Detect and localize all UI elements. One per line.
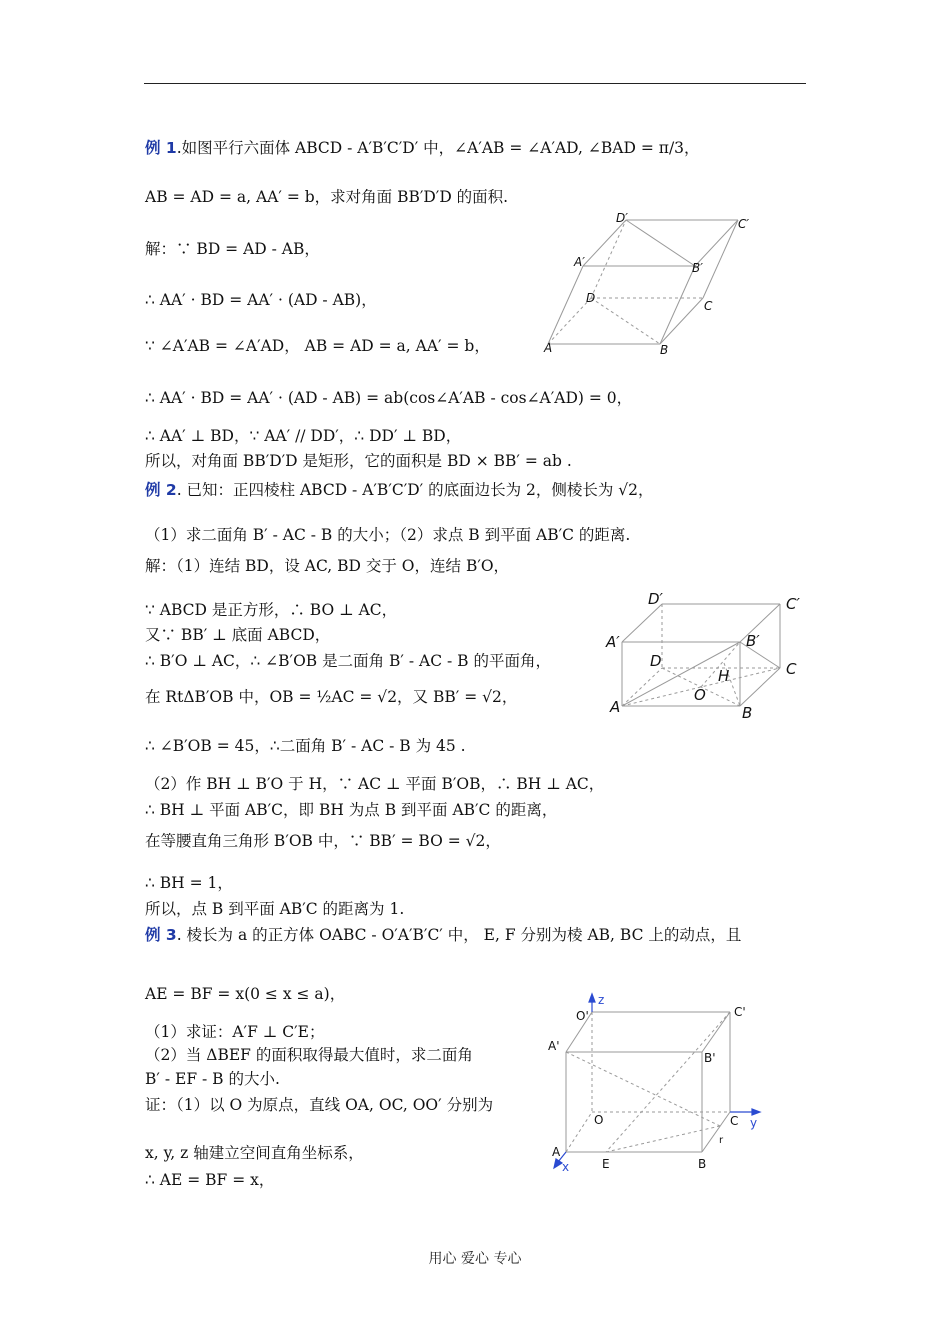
ex3-line-7: x, y, z 轴建立空间直角坐标系， (145, 1144, 364, 1162)
ex1-line-6: ∴ AA′ · BD = AA′ · (AD - AB) = ab(cos∠A′AB - cos∠A′AD) = 0， (145, 389, 633, 407)
header-rule (144, 83, 806, 84)
fig2-label-b1: B′ (746, 632, 760, 650)
fig3-label-c: C (730, 1114, 739, 1128)
fig3-label-o: O (594, 1113, 604, 1127)
fig3-label-y: y (750, 1116, 758, 1130)
fig2-label-d1: D′ (648, 590, 663, 608)
ex1-label: 例 1 (145, 139, 177, 157)
fig1-label-a1: A′ (574, 255, 585, 269)
fig2-label-c: C (786, 660, 797, 678)
fig1-label-b1: B′ (692, 261, 703, 275)
fig1-label-d1: D′ (616, 211, 628, 225)
fig1-label-a: A (544, 341, 553, 355)
fig2-label-h: H (718, 667, 730, 685)
ex1-line-7: ∴ AA′ ⊥ BD，∵ AA′ // DD′，∴ DD′ ⊥ BD， (145, 427, 462, 445)
ex2-line-9: （2）作 BH ⊥ B′O 于 H，∵ AC ⊥ 平面 B′OB，∴ BH ⊥ AC， (145, 775, 605, 793)
ex2-line-7: 在 RtΔB′OB 中，OB = ½AC = √2，又 BB′ = √2， (145, 688, 518, 706)
ex3-line-5: B′ - EF - B 的大小. (145, 1070, 280, 1088)
fig2-label-d: D (650, 652, 662, 670)
fig3-label-o1: O' (576, 1009, 589, 1023)
fig1-label-b: B (660, 343, 669, 357)
fig1-label-c1: C′ (738, 217, 750, 231)
ex2-line-11: 在等腰直角三角形 B′OB 中，∵ BB′ = BO = √2， (145, 832, 501, 850)
ex2-line-1: 例 2. 已知：正四棱柱 ABCD - A′B′C′D′ 的底面边长为 2，侧棱长为 √2， (145, 481, 654, 499)
ex2-line-2: （1）求二面角 B′ - AC - B 的大小；（2）求点 B 到平面 AB′C 的距离. (145, 526, 631, 544)
fig2-label-o: O (694, 686, 706, 704)
fig3-label-a1: A' (548, 1039, 560, 1053)
figure-square-prism (604, 584, 810, 726)
ex1-line-8: 所以，对角面 BB′D′D 是矩形，它的面积是 BD × BB′ = ab . (145, 452, 572, 470)
fig3-label-x: x (562, 1160, 570, 1174)
fig2-label-a1: A′ (606, 633, 620, 651)
ex1-line-1: 例 1.如图平行六面体 ABCD - A′B′C′D′ 中，∠A′AB = ∠A′AD, ∠BAD = π/3， (145, 139, 700, 157)
fig2-label-a: A (610, 698, 621, 716)
ex2-line-13: 所以，点 B 到平面 AB′C 的距离为 1. (145, 900, 405, 918)
fig3-label-e: E (602, 1157, 610, 1171)
ex2-line-4: ∵ ABCD 是正方形，∴ BO ⊥ AC， (145, 601, 398, 619)
ex3-line-8: ∴ AE = BF = x， (145, 1171, 275, 1189)
ex3-label: 例 3 (145, 926, 177, 944)
ex2-line-3: 解：（1）连结 BD，设 AC, BD 交于 O，连结 B′O， (145, 557, 510, 575)
fig3-label-r: r (719, 1135, 724, 1146)
ex2-label: 例 2 (145, 481, 177, 499)
ex1-line-5: ∵ ∠A′AB = ∠A′AD， AB = AD = a, AA′ = b， (145, 337, 490, 355)
ex2-line-8: ∴ ∠B′OB = 45，∴二面角 B′ - AC - B 为 45 . (145, 737, 466, 755)
figure-cube-axes (544, 990, 766, 1176)
ex2-line-12: ∴ BH = 1， (145, 874, 233, 892)
ex3-line-6: 证：（1）以 O 为原点，直线 OA, OC, OO′ 分别为 (145, 1096, 494, 1114)
fig1-label-d: D (586, 291, 596, 305)
fig3-label-z: z (598, 993, 605, 1007)
ex3-line-4: （2）当 ΔBEF 的面积取得最大值时，求二面角 (145, 1046, 473, 1064)
ex1-line-4: ∴ AA′ · BD = AA′ · (AD - AB)， (145, 291, 377, 309)
fig3-label-c1: C' (734, 1005, 746, 1019)
ex3-line-3: （1）求证：A′F ⊥ C′E； (145, 1023, 325, 1041)
ex1-line-3: 解：∵ BD = AD - AB， (145, 240, 320, 258)
fig1-label-c: C (704, 299, 713, 313)
ex3-line-2: AE = BF = x(0 ≤ x ≤ a)， (145, 985, 346, 1003)
fig2-label-b: B (742, 704, 753, 722)
ex3-line-1: 例 3. 棱长为 a 的正方体 OABC - O′A′B′C′ 中， E, F 分别为棱 AB, BC 上的动点，且 (145, 926, 742, 944)
fig2-label-c1: C′ (786, 595, 800, 613)
ex2-line-10: ∴ BH ⊥ 平面 AB′C，即 BH 为点 B 到平面 AB′C 的距离， (145, 801, 558, 819)
ex1-line-2: AB = AD = a, AA′ = b，求对角面 BB′D′D 的面积. (145, 188, 509, 206)
ex2-line-6: ∴ B′O ⊥ AC，∴ ∠B′OB 是二面角 B′ - AC - B 的平面角， (145, 652, 551, 670)
figure-parallelepiped (538, 206, 760, 362)
fig3-label-a: A (552, 1145, 561, 1159)
ex2-line-5: 又∵ BB′ ⊥ 底面 ABCD， (145, 626, 331, 644)
fig3-label-b: B (698, 1157, 707, 1171)
fig3-label-b1: B' (704, 1051, 716, 1065)
page-footer: 用心 爱心 专心 (428, 1251, 522, 1267)
